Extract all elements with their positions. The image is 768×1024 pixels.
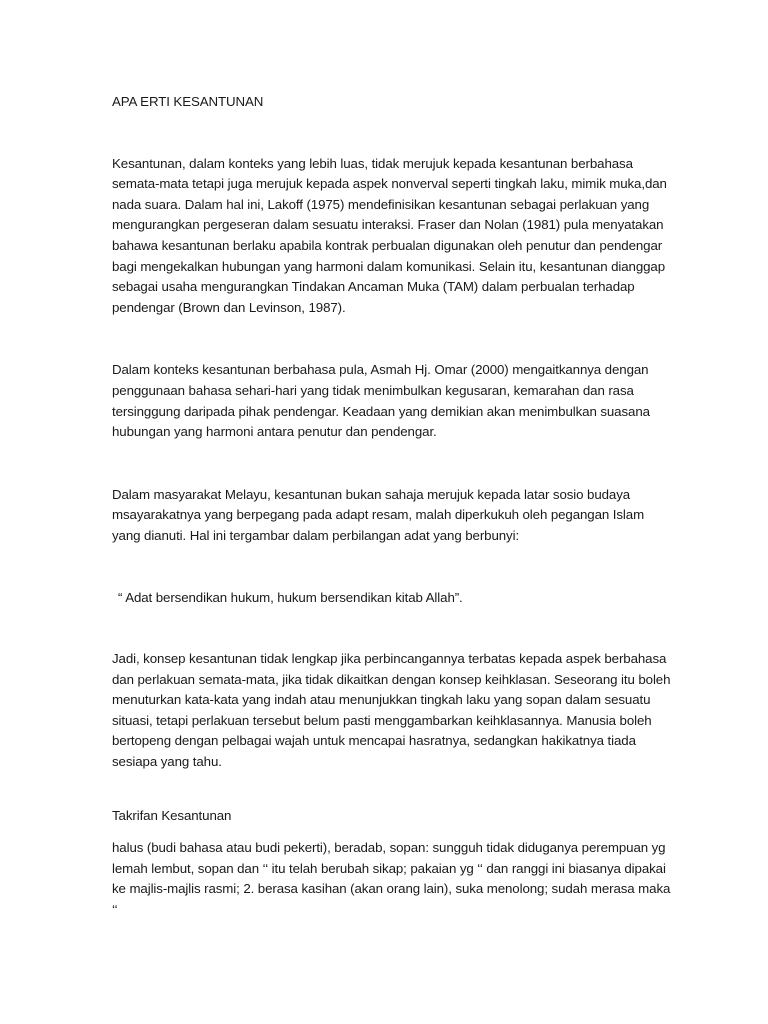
document-body [112, 92, 672, 921]
definition-text: halus (budi bahasa atau budi pekerti), beradab, sopan: sungguh tidak diduganya perempuan yg lemah lembut, sopan dan ‘‘ itu telah berubah sikap; pakaian yg ‘‘ dan ranggi ini biasanya dipakai ke majlis-majlis rasmi; 2. berasa kasihan (akan orang lain), suka menolong; sudah merasa maka ‘‘ [112, 840, 671, 918]
paragraph-definition-intro: Kesantunan, dalam konteks yang lebih luas, tidak merujuk kepada kesantunan berbahasa semata-mata tetapi juga merujuk kepada aspek nonverval seperti tingkah laku, mimik muka,dan nada suara. Dalam hal ini, Lakoff (1975) mendefinisikan kesantunan sebagai perlakuan yang mengurangkan pergeseran dalam sesuatu interaksi. Fraser dan Nolan (1981) pula menyatakan bahawa kesantunan berlaku apabila kontrak perbualan digunakan oleh penutur dan pendengar bagi mengekalkan hubungan yang harmoni dalam komunikasi. Selain itu, kesantunan dianggap sebagai usaha mengurangkan Tindakan Ancaman Muka (TAM) dalam perbualan terhadap pendengar (Brown dan Levinson, 1987). [112, 155, 667, 315]
paragraph-sincerity: Jadi, konsep kesantunan tidak lengkap jika perbincangannya terbatas kepada aspek berbahasa dan perlakuan semata-mata, jika tidak dikaitkan dengan konsep keihklasan. Seseorang itu boleh menuturkan kata-kata yang indah atau menunjukkan tingkah laku yang sopan dalam sesuatu situasi, tetapi perlakuan tersebut belum pasti menggambarkan keihklasannya. Manusia boleh bertopeng dengan pelbagai wajah untuk mencapai hasratnya, sedangkan hakikatnya tiada sesiapa yang tahu. [112, 651, 671, 770]
paragraph-asmah-omar: Dalam konteks kesantunan berbahasa pula, Asmah Hj. Omar (2000) mengaitkannya dengan penggunaan bahasa sehari-hari yang tidak menimbulkan kegusaran, kemarahan dan rasa tersinggung daripada pihak pendengar. Keadaan yang demikian akan menimbulkan suasana hubungan yang harmoni antara penutur dan pendengar. [112, 362, 650, 440]
paragraph-malay-society: Dalam masyarakat Melayu, kesantunan bukan sahaja merujuk kepada latar sosio budaya msayarakatnya yang berpegang pada adapt resam, malah diperkukuh oleh pegangan Islam yang dianuti. Hal ini tergambar dalam perbilangan adat yang berbunyi: [112, 486, 645, 543]
section-subheading: Takrifan Kesantunan [112, 807, 232, 823]
document-title: APA ERTI KESANTUNAN [112, 94, 264, 109]
adat-quote: “ Adat bersendikan hukum, hukum bersendikan kitab Allah”. [118, 589, 463, 605]
